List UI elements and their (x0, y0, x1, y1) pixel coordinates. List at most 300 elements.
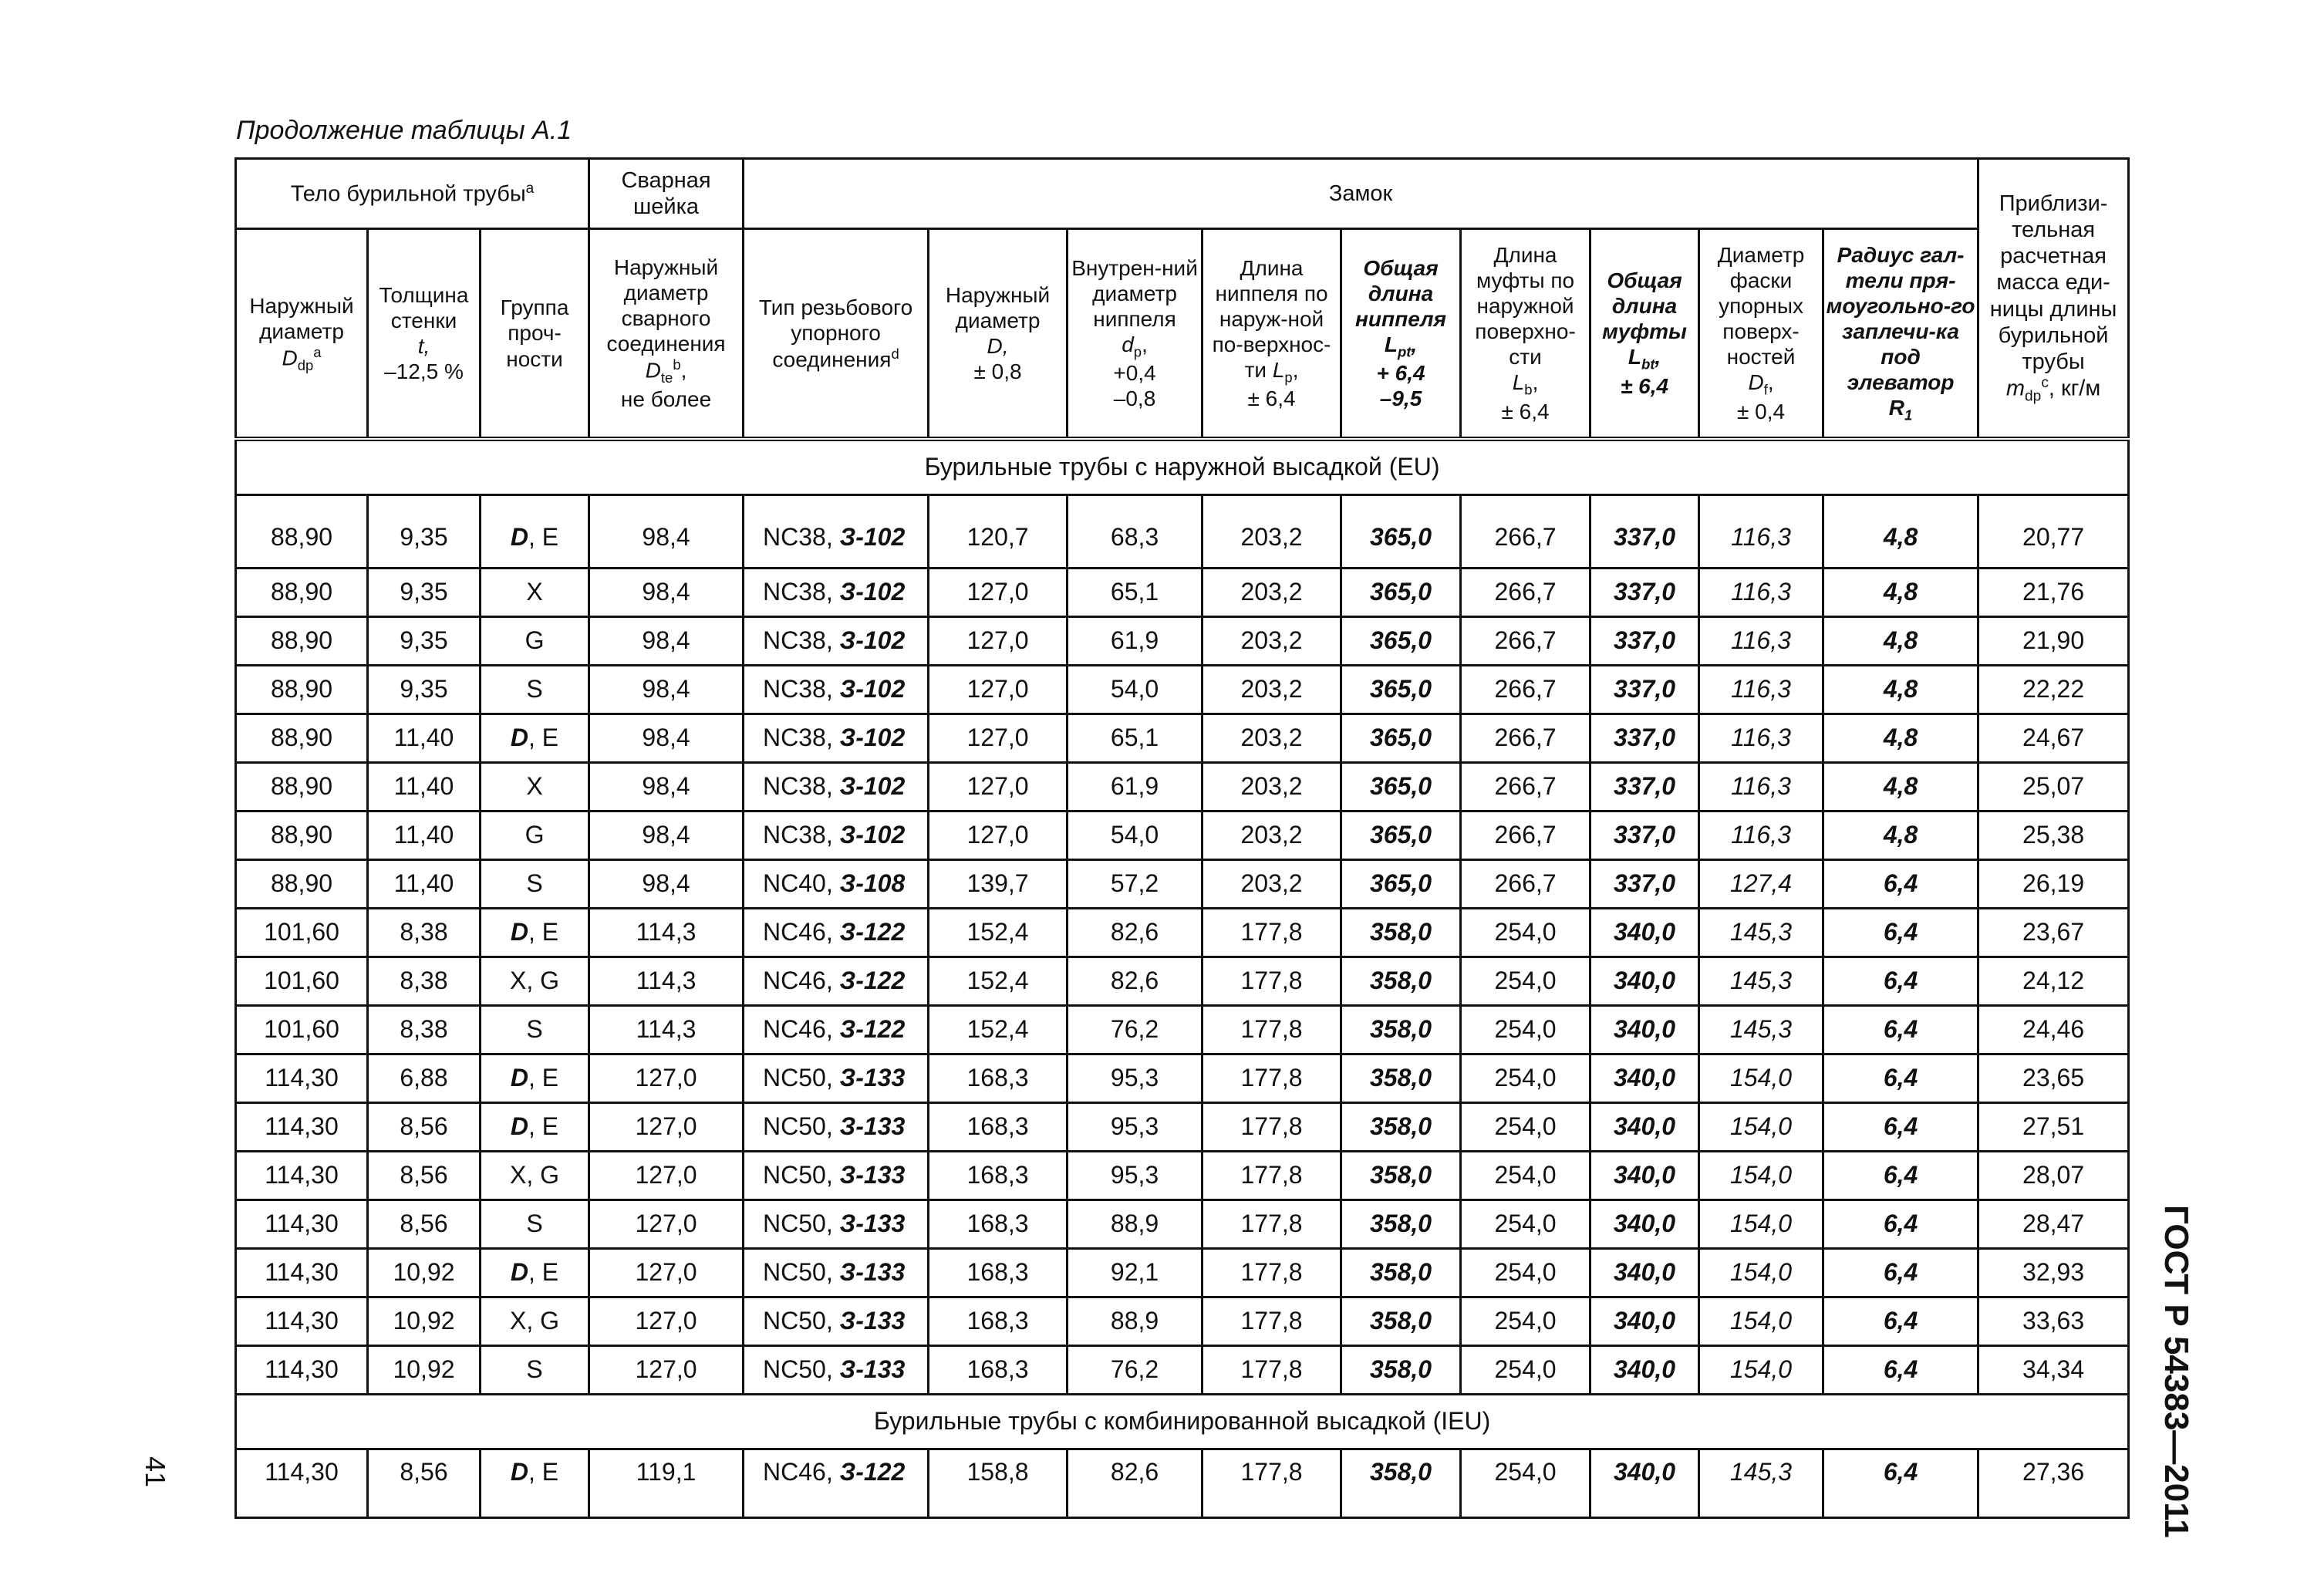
cell-grade: S (481, 1200, 589, 1249)
cell-box-len: 266,7 (1461, 495, 1590, 569)
cell-radius: 6,4 (1823, 1103, 1978, 1152)
cell-radius: 6,4 (1823, 1006, 1978, 1054)
cell-box-total: 340,0 (1590, 1200, 1699, 1249)
cell-bevel: 154,0 (1699, 1152, 1823, 1200)
cell-lock-od: 168,3 (929, 1249, 1068, 1297)
cell-conn: NC50, З-133 (744, 1054, 929, 1103)
cell-wall: 10,92 (368, 1249, 481, 1297)
cell-mass: 24,46 (1978, 1006, 2129, 1054)
cell-wall: 6,88 (368, 1054, 481, 1103)
header-wall: Толщина стенки t, –12,5 % (368, 229, 481, 440)
cell-radius: 6,4 (1823, 860, 1978, 909)
cell-grade: D, E (481, 714, 589, 763)
cell-mass: 28,07 (1978, 1152, 2129, 1200)
cell-pin-id: 82,6 (1068, 909, 1203, 957)
cell-lock-od: 168,3 (929, 1200, 1068, 1249)
cell-mass: 32,93 (1978, 1249, 2129, 1297)
cell-pin-len: 177,8 (1203, 1054, 1341, 1103)
cell-pin-id: 54,0 (1068, 811, 1203, 860)
cell-weld: 98,4 (589, 666, 744, 714)
cell-pin-len: 177,8 (1203, 1249, 1341, 1297)
cell-pin-id: 68,3 (1068, 495, 1203, 569)
cell-box-total: 340,0 (1590, 909, 1699, 957)
section-row (236, 1395, 2129, 1449)
cell-radius: 4,8 (1823, 569, 1978, 617)
cell-wall: 8,38 (368, 1006, 481, 1054)
cell-lock-od: 152,4 (929, 957, 1068, 1006)
cell-weld: 114,3 (589, 1006, 744, 1054)
pipe-table (234, 157, 2130, 1519)
cell-bevel: 154,0 (1699, 1054, 1823, 1103)
table-row (236, 1054, 2129, 1103)
table-row (236, 957, 2129, 1006)
cell-pin-len: 177,8 (1203, 1297, 1341, 1346)
cell-box-total: 340,0 (1590, 1249, 1699, 1297)
cell-box-total: 337,0 (1590, 617, 1699, 666)
table-row (236, 1297, 2129, 1346)
page-number: 41 (140, 1456, 171, 1488)
cell-pin-id: 92,1 (1068, 1249, 1203, 1297)
cell-weld: 114,3 (589, 909, 744, 957)
cell-mass: 22,22 (1978, 666, 2129, 714)
header-lock: Замок (744, 159, 1978, 229)
cell-wall: 8,38 (368, 957, 481, 1006)
cell-pin-len: 203,2 (1203, 763, 1341, 811)
cell-bevel: 145,3 (1699, 1449, 1823, 1518)
cell-box-len: 254,0 (1461, 1449, 1590, 1518)
cell-od: 114,30 (236, 1346, 368, 1395)
header-bevel: Диаметр фаски упорных поверх-ностей $D_f$, ± 0,4 (1699, 229, 1823, 440)
cell-conn: NC46, З-122 (744, 1449, 929, 1518)
cell-weld: 98,4 (589, 714, 744, 763)
cell-lock-od: 127,0 (929, 617, 1068, 666)
cell-pin-len: 177,8 (1203, 957, 1341, 1006)
cell-pin-id: 88,9 (1068, 1297, 1203, 1346)
cell-wall: 9,35 (368, 617, 481, 666)
cell-od: 114,30 (236, 1054, 368, 1103)
cell-pin-total: 365,0 (1341, 714, 1461, 763)
cell-lock-od: 127,0 (929, 666, 1068, 714)
cell-wall: 11,40 (368, 714, 481, 763)
cell-weld: 127,0 (589, 1152, 744, 1200)
cell-weld: 98,4 (589, 569, 744, 617)
cell-pin-total: 358,0 (1341, 1103, 1461, 1152)
cell-lock-od: 158,8 (929, 1449, 1068, 1518)
cell-wall: 11,40 (368, 763, 481, 811)
cell-grade: G (481, 617, 589, 666)
cell-bevel: 116,3 (1699, 569, 1823, 617)
cell-box-len: 254,0 (1461, 957, 1590, 1006)
cell-pin-total: 365,0 (1341, 617, 1461, 666)
cell-bevel: 116,3 (1699, 714, 1823, 763)
cell-mass: 27,36 (1978, 1449, 2129, 1518)
cell-pin-id: 82,6 (1068, 1449, 1203, 1518)
header-pin-total: Общая длина ниппеля $L_{pt}$, + 6,4 –9,5 (1341, 229, 1461, 440)
cell-box-len: 254,0 (1461, 1249, 1590, 1297)
header-box-total: Общая длина муфты $L_{bt}$, ± 6,4 (1590, 229, 1699, 440)
cell-conn: NC38, З-102 (744, 569, 929, 617)
cell-radius: 4,8 (1823, 495, 1978, 569)
cell-bevel: 116,3 (1699, 495, 1823, 569)
cell-pin-id: 61,9 (1068, 617, 1203, 666)
cell-bevel: 154,0 (1699, 1200, 1823, 1249)
cell-radius: 6,4 (1823, 1449, 1978, 1518)
cell-pin-len: 203,2 (1203, 569, 1341, 617)
cell-radius: 6,4 (1823, 957, 1978, 1006)
header-box-len: Длина муфты по наружной поверхно-сти $L_b$, ± 6,4 (1461, 229, 1590, 440)
cell-weld: 98,4 (589, 763, 744, 811)
cell-wall: 8,56 (368, 1449, 481, 1518)
cell-pin-id: 65,1 (1068, 569, 1203, 617)
cell-od: 114,30 (236, 1152, 368, 1200)
cell-pin-total: 365,0 (1341, 811, 1461, 860)
cell-grade: X (481, 763, 589, 811)
cell-grade: X, G (481, 1152, 589, 1200)
cell-box-total: 337,0 (1590, 569, 1699, 617)
cell-bevel: 116,3 (1699, 617, 1823, 666)
cell-conn: NC38, З-102 (744, 714, 929, 763)
cell-pin-total: 365,0 (1341, 495, 1461, 569)
standard-designation: ГОСТ Р 54383—2011 (2157, 1205, 2195, 1538)
cell-grade: S (481, 860, 589, 909)
cell-lock-od: 168,3 (929, 1297, 1068, 1346)
cell-pin-len: 177,8 (1203, 1200, 1341, 1249)
cell-od: 88,90 (236, 860, 368, 909)
cell-od: 88,90 (236, 666, 368, 714)
cell-conn: NC50, З-133 (744, 1297, 929, 1346)
cell-wall: 10,92 (368, 1297, 481, 1346)
cell-od: 88,90 (236, 495, 368, 569)
cell-od: 88,90 (236, 714, 368, 763)
cell-grade: S (481, 1346, 589, 1395)
cell-pin-total: 358,0 (1341, 1006, 1461, 1054)
header-pin-len: Длина ниппеля по наруж-ной по-верхнос-ти $L_p$, ± 6,4 (1203, 229, 1341, 440)
cell-pin-total: 358,0 (1341, 1152, 1461, 1200)
cell-conn: NC50, З-133 (744, 1346, 929, 1395)
cell-weld: 114,3 (589, 957, 744, 1006)
cell-mass: 25,38 (1978, 811, 2129, 860)
cell-wall: 8,56 (368, 1103, 481, 1152)
cell-conn: NC50, З-133 (744, 1152, 929, 1200)
cell-grade: X, G (481, 1297, 589, 1346)
cell-pin-id: 88,9 (1068, 1200, 1203, 1249)
cell-radius: 6,4 (1823, 1297, 1978, 1346)
cell-box-total: 340,0 (1590, 957, 1699, 1006)
cell-pin-len: 203,2 (1203, 860, 1341, 909)
cell-lock-od: 152,4 (929, 909, 1068, 957)
cell-radius: 6,4 (1823, 1054, 1978, 1103)
cell-box-len: 266,7 (1461, 569, 1590, 617)
cell-radius: 4,8 (1823, 666, 1978, 714)
cell-lock-od: 168,3 (929, 1054, 1068, 1103)
cell-pin-len: 203,2 (1203, 714, 1341, 763)
cell-mass: 20,77 (1978, 495, 2129, 569)
cell-wall: 9,35 (368, 569, 481, 617)
table-row (236, 495, 2129, 569)
cell-grade: S (481, 1006, 589, 1054)
cell-pin-len: 203,2 (1203, 617, 1341, 666)
header-mass: Приблизи-тельная расчетная масса еди-ницы длины бурильной трубы $m_{dp}^c$, кг/м (1978, 159, 2129, 440)
cell-weld: 98,4 (589, 811, 744, 860)
section-title: Бурильные трубы с наружной высадкой (EU) (236, 439, 2129, 495)
cell-radius: 4,8 (1823, 763, 1978, 811)
header-row-2 (236, 229, 2129, 440)
cell-pin-len: 203,2 (1203, 666, 1341, 714)
cell-conn: NC38, З-102 (744, 666, 929, 714)
cell-mass: 28,47 (1978, 1200, 2129, 1249)
cell-box-total: 340,0 (1590, 1297, 1699, 1346)
header-body-group: Тело бурильной трубы$^a$ (236, 159, 589, 229)
cell-box-len: 254,0 (1461, 1054, 1590, 1103)
cell-bevel: 154,0 (1699, 1249, 1823, 1297)
cell-conn: NC38, З-102 (744, 811, 929, 860)
cell-box-total: 340,0 (1590, 1449, 1699, 1518)
cell-lock-od: 120,7 (929, 495, 1068, 569)
cell-box-len: 266,7 (1461, 860, 1590, 909)
cell-pin-total: 358,0 (1341, 1054, 1461, 1103)
cell-wall: 9,35 (368, 495, 481, 569)
table-row (236, 1249, 2129, 1297)
cell-bevel: 154,0 (1699, 1346, 1823, 1395)
cell-box-total: 340,0 (1590, 1006, 1699, 1054)
table-row (236, 1449, 2129, 1518)
cell-od: 114,30 (236, 1103, 368, 1152)
cell-conn: NC46, З-122 (744, 1006, 929, 1054)
table-row (236, 714, 2129, 763)
cell-radius: 6,4 (1823, 909, 1978, 957)
cell-grade: X (481, 569, 589, 617)
table-row (236, 1006, 2129, 1054)
cell-conn: NC38, З-102 (744, 763, 929, 811)
cell-box-total: 340,0 (1590, 1346, 1699, 1395)
cell-conn: NC50, З-133 (744, 1200, 929, 1249)
cell-pin-total: 365,0 (1341, 569, 1461, 617)
cell-pin-id: 82,6 (1068, 957, 1203, 1006)
cell-grade: D, E (481, 495, 589, 569)
cell-radius: 6,4 (1823, 1346, 1978, 1395)
cell-bevel: 116,3 (1699, 666, 1823, 714)
cell-grade: D, E (481, 1449, 589, 1518)
cell-pin-total: 358,0 (1341, 1297, 1461, 1346)
table-row (236, 1103, 2129, 1152)
cell-pin-id: 54,0 (1068, 666, 1203, 714)
header-row-1 (236, 159, 2129, 229)
cell-box-total: 337,0 (1590, 811, 1699, 860)
cell-mass: 21,76 (1978, 569, 2129, 617)
cell-lock-od: 127,0 (929, 569, 1068, 617)
cell-weld: 127,0 (589, 1249, 744, 1297)
cell-grade: X, G (481, 957, 589, 1006)
table-caption: Продолжение таблицы А.1 (236, 116, 572, 145)
cell-box-len: 254,0 (1461, 1006, 1590, 1054)
header-grade: Группа проч-ности (481, 229, 589, 440)
cell-lock-od: 168,3 (929, 1152, 1068, 1200)
cell-conn: NC50, З-133 (744, 1103, 929, 1152)
cell-mass: 24,12 (1978, 957, 2129, 1006)
cell-od: 88,90 (236, 811, 368, 860)
cell-box-len: 266,7 (1461, 714, 1590, 763)
cell-pin-id: 95,3 (1068, 1103, 1203, 1152)
section-row (236, 439, 2129, 495)
header-conn: Тип резьбового упорного соединения$^d$ (744, 229, 929, 440)
table-row (236, 909, 2129, 957)
cell-weld: 98,4 (589, 495, 744, 569)
cell-weld: 127,0 (589, 1054, 744, 1103)
cell-od: 114,30 (236, 1249, 368, 1297)
cell-box-len: 266,7 (1461, 617, 1590, 666)
cell-bevel: 145,3 (1699, 957, 1823, 1006)
table-row (236, 860, 2129, 909)
cell-mass: 34,34 (1978, 1346, 2129, 1395)
cell-pin-len: 177,8 (1203, 1103, 1341, 1152)
cell-pin-total: 358,0 (1341, 1249, 1461, 1297)
cell-wall: 11,40 (368, 811, 481, 860)
cell-od: 114,30 (236, 1297, 368, 1346)
section-title: Бурильные трубы с комбинированной высадкой (IEU) (236, 1395, 2129, 1449)
cell-mass: 21,90 (1978, 617, 2129, 666)
cell-box-total: 337,0 (1590, 860, 1699, 909)
cell-wall: 8,38 (368, 909, 481, 957)
table-row (236, 569, 2129, 617)
cell-bevel: 154,0 (1699, 1297, 1823, 1346)
cell-mass: 33,63 (1978, 1297, 2129, 1346)
cell-box-len: 254,0 (1461, 1200, 1590, 1249)
cell-pin-total: 358,0 (1341, 957, 1461, 1006)
header-weld-neck: Сварная шейка (589, 159, 744, 229)
cell-box-total: 340,0 (1590, 1152, 1699, 1200)
cell-mass: 24,67 (1978, 714, 2129, 763)
cell-od: 101,60 (236, 957, 368, 1006)
cell-conn: NC46, З-122 (744, 957, 929, 1006)
cell-pin-total: 365,0 (1341, 860, 1461, 909)
cell-radius: 6,4 (1823, 1249, 1978, 1297)
cell-box-total: 340,0 (1590, 1103, 1699, 1152)
cell-conn: NC38, З-102 (744, 495, 929, 569)
table-row (236, 1152, 2129, 1200)
table-row (236, 811, 2129, 860)
cell-bevel: 116,3 (1699, 811, 1823, 860)
cell-grade: D, E (481, 1249, 589, 1297)
cell-mass: 25,07 (1978, 763, 2129, 811)
cell-pin-len: 177,8 (1203, 1449, 1341, 1518)
cell-pin-len: 203,2 (1203, 811, 1341, 860)
cell-pin-len: 177,8 (1203, 1346, 1341, 1395)
header-lock-od: Наружный диаметр D, ± 0,8 (929, 229, 1068, 440)
cell-bevel: 116,3 (1699, 763, 1823, 811)
cell-box-total: 337,0 (1590, 714, 1699, 763)
header-pin-id: Внутрен-ний диаметр ниппеля $d_p$, +0,4 –0,8 (1068, 229, 1203, 440)
cell-bevel: 145,3 (1699, 909, 1823, 957)
cell-radius: 4,8 (1823, 811, 1978, 860)
cell-pin-len: 177,8 (1203, 909, 1341, 957)
cell-lock-od: 168,3 (929, 1103, 1068, 1152)
cell-radius: 4,8 (1823, 714, 1978, 763)
cell-bevel: 127,4 (1699, 860, 1823, 909)
cell-box-len: 266,7 (1461, 666, 1590, 714)
cell-pin-id: 76,2 (1068, 1346, 1203, 1395)
cell-pin-id: 76,2 (1068, 1006, 1203, 1054)
cell-pin-total: 358,0 (1341, 1449, 1461, 1518)
cell-grade: D, E (481, 1103, 589, 1152)
cell-mass: 23,67 (1978, 909, 2129, 957)
cell-od: 88,90 (236, 763, 368, 811)
cell-pin-id: 57,2 (1068, 860, 1203, 909)
cell-mass: 27,51 (1978, 1103, 2129, 1152)
cell-box-len: 254,0 (1461, 1152, 1590, 1200)
cell-od: 101,60 (236, 1006, 368, 1054)
cell-pin-id: 95,3 (1068, 1054, 1203, 1103)
cell-lock-od: 152,4 (929, 1006, 1068, 1054)
table-row (236, 617, 2129, 666)
cell-pin-total: 358,0 (1341, 1200, 1461, 1249)
cell-od: 88,90 (236, 569, 368, 617)
cell-lock-od: 168,3 (929, 1346, 1068, 1395)
cell-pin-total: 365,0 (1341, 666, 1461, 714)
cell-wall: 11,40 (368, 860, 481, 909)
cell-pin-total: 358,0 (1341, 909, 1461, 957)
cell-box-len: 266,7 (1461, 763, 1590, 811)
cell-lock-od: 127,0 (929, 811, 1068, 860)
cell-box-len: 254,0 (1461, 909, 1590, 957)
cell-pin-total: 358,0 (1341, 1346, 1461, 1395)
cell-bevel: 154,0 (1699, 1103, 1823, 1152)
cell-wall: 9,35 (368, 666, 481, 714)
cell-pin-len: 177,8 (1203, 1006, 1341, 1054)
header-weld: Наружный диаметр сварного соединения $D_{te}^b$, не более (589, 229, 744, 440)
cell-pin-len: 177,8 (1203, 1152, 1341, 1200)
cell-wall: 8,56 (368, 1152, 481, 1200)
cell-weld: 127,0 (589, 1297, 744, 1346)
cell-box-total: 340,0 (1590, 1054, 1699, 1103)
header-radius: Радиус гал-тели пря-моугольно-го заплечи-ка под элеватор $R_1$ (1823, 229, 1978, 440)
cell-wall: 10,92 (368, 1346, 481, 1395)
cell-radius: 6,4 (1823, 1152, 1978, 1200)
cell-box-len: 254,0 (1461, 1103, 1590, 1152)
cell-lock-od: 127,0 (929, 714, 1068, 763)
cell-mass: 26,19 (1978, 860, 2129, 909)
cell-weld: 119,1 (589, 1449, 744, 1518)
cell-box-len: 254,0 (1461, 1346, 1590, 1395)
cell-grade: D, E (481, 909, 589, 957)
cell-weld: 98,4 (589, 860, 744, 909)
table-row (236, 1200, 2129, 1249)
cell-od: 114,30 (236, 1449, 368, 1518)
cell-box-total: 337,0 (1590, 495, 1699, 569)
cell-pin-id: 65,1 (1068, 714, 1203, 763)
cell-grade: D, E (481, 1054, 589, 1103)
cell-mass: 23,65 (1978, 1054, 2129, 1103)
cell-box-len: 254,0 (1461, 1297, 1590, 1346)
cell-od: 101,60 (236, 909, 368, 957)
cell-pin-id: 95,3 (1068, 1152, 1203, 1200)
cell-box-total: 337,0 (1590, 666, 1699, 714)
cell-conn: NC46, З-122 (744, 909, 929, 957)
cell-weld: 98,4 (589, 617, 744, 666)
header-od: Наружный диаметр $D_{dp}^a$ (236, 229, 368, 440)
cell-pin-len: 203,2 (1203, 495, 1341, 569)
cell-weld: 127,0 (589, 1346, 744, 1395)
cell-weld: 127,0 (589, 1200, 744, 1249)
cell-radius: 6,4 (1823, 1200, 1978, 1249)
cell-conn: NC38, З-102 (744, 617, 929, 666)
cell-od: 88,90 (236, 617, 368, 666)
table-row (236, 763, 2129, 811)
cell-wall: 8,56 (368, 1200, 481, 1249)
cell-bevel: 145,3 (1699, 1006, 1823, 1054)
cell-box-total: 337,0 (1590, 763, 1699, 811)
cell-grade: G (481, 811, 589, 860)
cell-weld: 127,0 (589, 1103, 744, 1152)
